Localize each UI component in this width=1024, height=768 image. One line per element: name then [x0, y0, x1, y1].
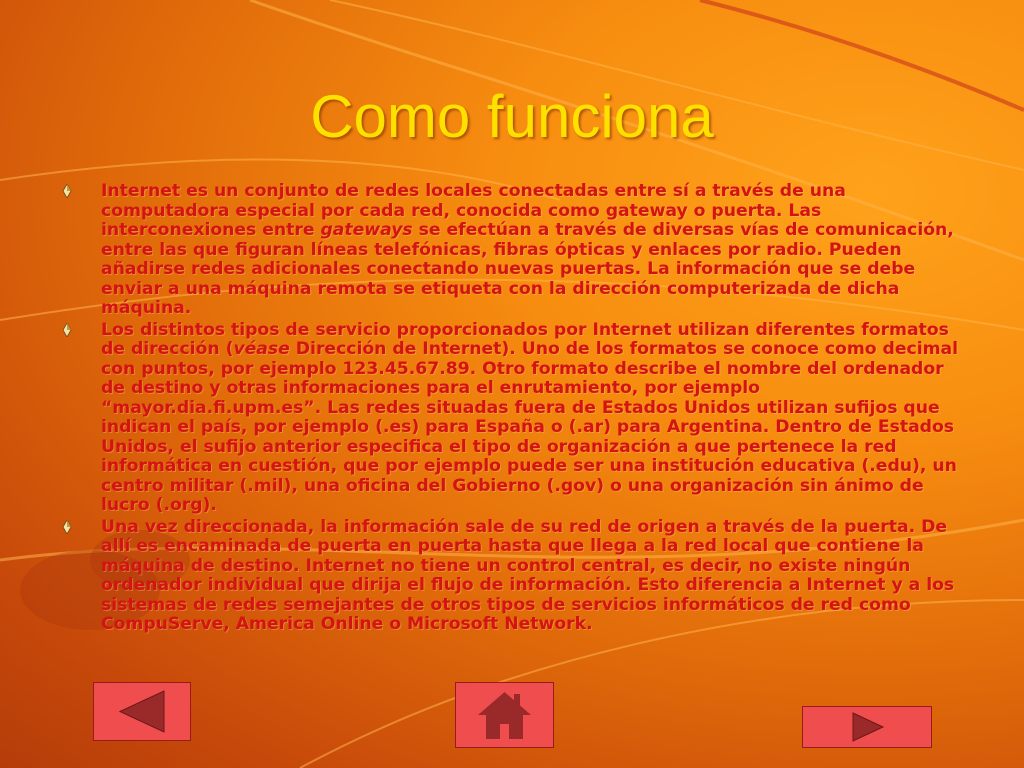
slide-title: Como funciona	[310, 83, 714, 150]
bullet-text: Internet es un conjunto de redes locales conectadas entre sí a través de una computadora especial por cada red, conocida como gateway o puerta. Las interconexiones entre	[101, 181, 846, 240]
diamond-bullet-icon	[60, 323, 74, 337]
bullet-text-continued: Dirección de Internet). Uno de los formatos se conoce como decimal con puntos, por ejemplo 123.45.67.89. Otro formato describe el nombre del ordenador de destino y otras informaciones para el enrutamiento, por ejemplo “mayor.dia.fi.upm.es”. Las redes situadas fuera de Estados Unidos utilizan sufijos que indican el país, por ejemplo (.es) para España o (.ar) para Argentina. Dentro de Estados Unidos, el sufijo anterior especifica el tipo de organización a que pertenece la red informática en cuestión, que por ejemplo puede ser una institución educativa (.edu), un centro militar (.mil), una oficina del Gobierno (.gov) o una organización sin ánimo de lucro (.org).	[101, 339, 958, 515]
next-slide-button[interactable]	[802, 706, 932, 748]
bullet-emphasis: gateways	[320, 220, 413, 240]
triangle-left-icon	[94, 683, 190, 740]
triangle-right-icon	[803, 707, 931, 747]
diamond-bullet-icon	[60, 520, 74, 534]
bullet-text: Una vez direccionada, la información sale de su red de origen a través de la puerta. De allí es encaminada de puerta en puerta hasta que llega a la red local que contiene la máquina de destino. Internet no tiene un control central, es decir, no existe ningún ordenador individual que dirija el flujo de información. Esto diferencia a Internet y a los sistemas de redes semejantes de otros tipos de servicios informáticos de red como CompuServe, America Online o Microsoft Network.	[101, 516, 955, 634]
bullet-emphasis: véase	[233, 339, 290, 359]
house-icon	[456, 683, 553, 747]
bullet-item	[60, 182, 970, 319]
bullet-item	[60, 518, 970, 635]
bullet-text: Los distintos tipos de servicio proporcionados por Internet utilizan diferentes formatos de dirección (	[101, 319, 949, 359]
bullet-text-continued: se efectúan a través de diversas vías de comunicación, entre las que figuran líneas telefónicas, fibras ópticas y enlaces por radio. Pueden añadirse redes adicionales conectando nuevas puertas. La información que se debe enviar a una máquina remota se etiqueta con la dirección computerizada de dicha máquina.	[101, 220, 954, 318]
home-button[interactable]	[455, 682, 554, 748]
previous-slide-button[interactable]	[93, 682, 191, 741]
bullet-item	[60, 321, 970, 516]
bullet-list	[60, 182, 970, 637]
diamond-bullet-icon	[60, 184, 74, 198]
